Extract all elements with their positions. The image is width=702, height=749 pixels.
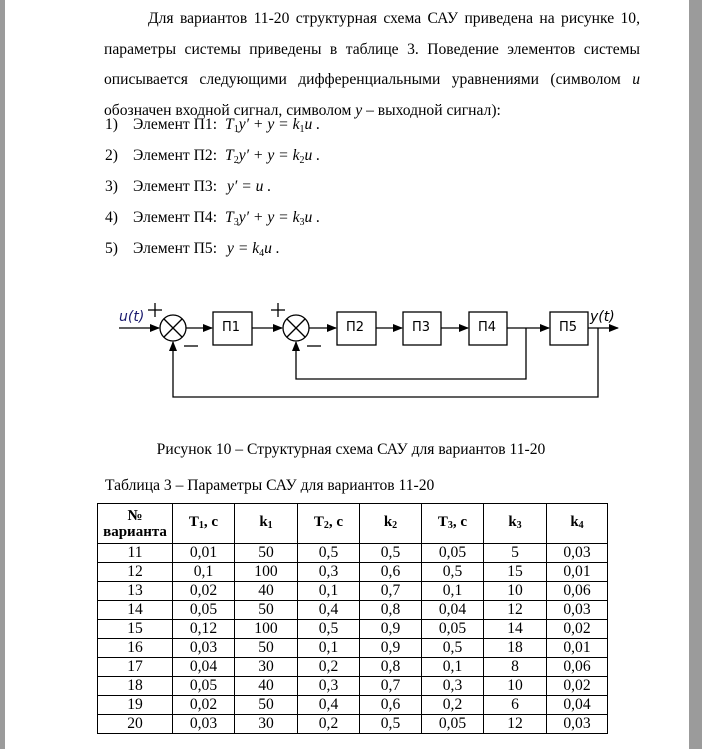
table-cell: 0,5 bbox=[360, 715, 422, 734]
table-cell: 0,9 bbox=[360, 620, 422, 639]
table-row bbox=[98, 677, 608, 696]
header-k1: $k_1$ bbox=[235, 504, 298, 544]
table-cell: 13 bbox=[98, 582, 173, 601]
table-cell: 30 bbox=[235, 658, 298, 677]
table-cell: 40 bbox=[235, 677, 298, 696]
parameters-table bbox=[97, 503, 608, 734]
table-cell: 30 bbox=[235, 715, 298, 734]
table-cell: 0,1 bbox=[298, 582, 360, 601]
table-cell: 12 bbox=[484, 601, 547, 620]
equation-p4: $T_3y' + y = k_3u$ . bbox=[225, 209, 321, 228]
table-row bbox=[98, 620, 608, 639]
block-p1: П1 bbox=[222, 320, 241, 335]
table-cell: 50 bbox=[235, 601, 298, 620]
table-row bbox=[98, 601, 608, 620]
block-p4: П4 bbox=[478, 320, 497, 335]
table-cell: 0,04 bbox=[422, 601, 484, 620]
table-cell: 0,3 bbox=[298, 677, 360, 696]
table-cell: 0,01 bbox=[173, 544, 235, 563]
table-row bbox=[98, 544, 608, 563]
table-row bbox=[98, 658, 608, 677]
table-cell: 0,05 bbox=[422, 620, 484, 639]
table-cell: 50 bbox=[235, 544, 298, 563]
table-cell: 6 bbox=[484, 696, 547, 715]
table-row bbox=[98, 563, 608, 582]
table-cell: 0,1 bbox=[422, 582, 484, 601]
item-number: 5) bbox=[105, 240, 118, 257]
table-cell: 0,9 bbox=[360, 639, 422, 658]
table-cell: 50 bbox=[235, 696, 298, 715]
table-cell: 0,1 bbox=[422, 658, 484, 677]
table-cell: 0,8 bbox=[360, 601, 422, 620]
table-cell: 0,05 bbox=[173, 601, 235, 620]
table-cell: 0,1 bbox=[173, 563, 235, 582]
table-cell: 0,3 bbox=[298, 563, 360, 582]
table-cell: 0,5 bbox=[298, 620, 360, 639]
table-cell: 0,4 bbox=[298, 696, 360, 715]
table-cell: 15 bbox=[98, 620, 173, 639]
table-cell: 100 bbox=[235, 563, 298, 582]
intro-text-1: Для вариантов 11-20 структурная схема САУ приведена на рисунке 10, параметры системы приведены в таблице 3. Поведение элементов системы описывается следующими дифференциальными уравнениями (символом bbox=[104, 10, 640, 88]
equation-p1: $T_1y' + y = k_1u$ . bbox=[225, 116, 321, 135]
equation-p5: $y = k_4u$ . bbox=[227, 240, 280, 259]
item-label: Элемент П2: bbox=[133, 147, 218, 164]
block-p3: П3 bbox=[412, 320, 431, 335]
table-cell: 10 bbox=[484, 582, 547, 601]
header-variant: № варианта bbox=[98, 504, 173, 544]
table-cell: 0,01 bbox=[547, 639, 608, 658]
table-cell: 18 bbox=[98, 677, 173, 696]
table-cell: 0,2 bbox=[298, 715, 360, 734]
header-t3: $T_3$, c bbox=[422, 504, 484, 544]
input-signal-label: u(t) bbox=[119, 309, 145, 325]
table-row bbox=[98, 715, 608, 734]
table-cell: 0,7 bbox=[360, 677, 422, 696]
table-cell: 0,02 bbox=[547, 677, 608, 696]
block-p5: П5 bbox=[559, 320, 578, 335]
table-header-row bbox=[98, 504, 608, 544]
item-number: 4) bbox=[105, 209, 118, 226]
table-cell: 40 bbox=[235, 582, 298, 601]
table-cell: 0,5 bbox=[422, 563, 484, 582]
table-cell: 0,06 bbox=[547, 658, 608, 677]
table-cell: 16 bbox=[98, 639, 173, 658]
table-row bbox=[98, 639, 608, 658]
table-cell: 0,6 bbox=[360, 563, 422, 582]
item-label: Элемент П1: bbox=[133, 116, 218, 133]
table-cell: 0,02 bbox=[173, 582, 235, 601]
header-k3: $k_3$ bbox=[484, 504, 547, 544]
equation-p2: $T_2y' + y = k_2u$ . bbox=[225, 147, 321, 166]
table-cell: 0,2 bbox=[422, 696, 484, 715]
symbol-u: u bbox=[632, 71, 640, 88]
table-cell: 0,8 bbox=[360, 658, 422, 677]
table-cell: 0,2 bbox=[298, 658, 360, 677]
item-label: Элемент П5: bbox=[133, 240, 218, 257]
item-number: 1) bbox=[105, 116, 118, 133]
table-cell: 0,03 bbox=[547, 601, 608, 620]
table-cell: 0,5 bbox=[360, 544, 422, 563]
header-t2: $T_2$, c bbox=[298, 504, 360, 544]
table-cell: 100 bbox=[235, 620, 298, 639]
header-t1: $T_1$, c bbox=[173, 504, 235, 544]
table-cell: 50 bbox=[235, 639, 298, 658]
table-cell: 15 bbox=[484, 563, 547, 582]
table-cell: 0,4 bbox=[298, 601, 360, 620]
item-number: 3) bbox=[105, 178, 118, 195]
table-cell: 0,01 bbox=[547, 563, 608, 582]
table-row bbox=[98, 696, 608, 715]
table-cell: 0,1 bbox=[298, 639, 360, 658]
table-cell: 0,3 bbox=[422, 677, 484, 696]
table-row bbox=[98, 582, 608, 601]
table-cell: 18 bbox=[484, 639, 547, 658]
table-cell: 0,03 bbox=[173, 639, 235, 658]
table-cell: 0,06 bbox=[547, 582, 608, 601]
table-cell: 17 bbox=[98, 658, 173, 677]
table-cell: 10 bbox=[484, 677, 547, 696]
table-caption: Таблица 3 – Параметры САУ для вариантов 11-20 bbox=[105, 477, 435, 494]
table-cell: 0,12 bbox=[173, 620, 235, 639]
symbol-y: y bbox=[355, 101, 363, 119]
table-cell: 19 bbox=[98, 696, 173, 715]
table-cell: 11 bbox=[98, 544, 173, 563]
table-cell: 0,5 bbox=[422, 639, 484, 658]
block-p2: П2 bbox=[346, 320, 365, 335]
table-cell: 14 bbox=[484, 620, 547, 639]
header-k4: $k_4$ bbox=[547, 504, 608, 544]
table-cell: 20 bbox=[98, 715, 173, 734]
table-cell: 0,05 bbox=[422, 544, 484, 563]
table-cell: 0,03 bbox=[173, 715, 235, 734]
table-cell: 0,6 bbox=[360, 696, 422, 715]
table-cell: 0,7 bbox=[360, 582, 422, 601]
table-cell: 12 bbox=[98, 563, 173, 582]
item-number: 2) bbox=[105, 147, 118, 164]
table-cell: 0,03 bbox=[547, 715, 608, 734]
table-cell: 5 bbox=[484, 544, 547, 563]
item-label: Элемент П3: bbox=[133, 178, 218, 195]
output-signal-label: y(t) bbox=[590, 309, 615, 325]
table-cell: 0,02 bbox=[173, 696, 235, 715]
table-cell: 0,5 bbox=[298, 544, 360, 563]
table-cell: 12 bbox=[484, 715, 547, 734]
item-label: Элемент П4: bbox=[133, 209, 218, 226]
header-k2: $k_2$ bbox=[360, 504, 422, 544]
table-cell: 0,04 bbox=[173, 658, 235, 677]
table-cell: 8 bbox=[484, 658, 547, 677]
table-cell: 14 bbox=[98, 601, 173, 620]
intro-text-2: обозначен входной сигнал, символом bbox=[104, 101, 356, 119]
intro-text-3: – выходной сигнал): bbox=[362, 101, 501, 119]
table-cell: 0,05 bbox=[422, 715, 484, 734]
equation-p3: y′ = u . bbox=[227, 178, 272, 195]
figure-caption: Рисунок 10 – Структурная схема САУ для вариантов 11-20 bbox=[156, 441, 546, 458]
table-cell: 0,05 bbox=[173, 677, 235, 696]
table-cell: 0,02 bbox=[547, 620, 608, 639]
table-cell: 0,04 bbox=[547, 696, 608, 715]
table-cell: 0,03 bbox=[547, 544, 608, 563]
